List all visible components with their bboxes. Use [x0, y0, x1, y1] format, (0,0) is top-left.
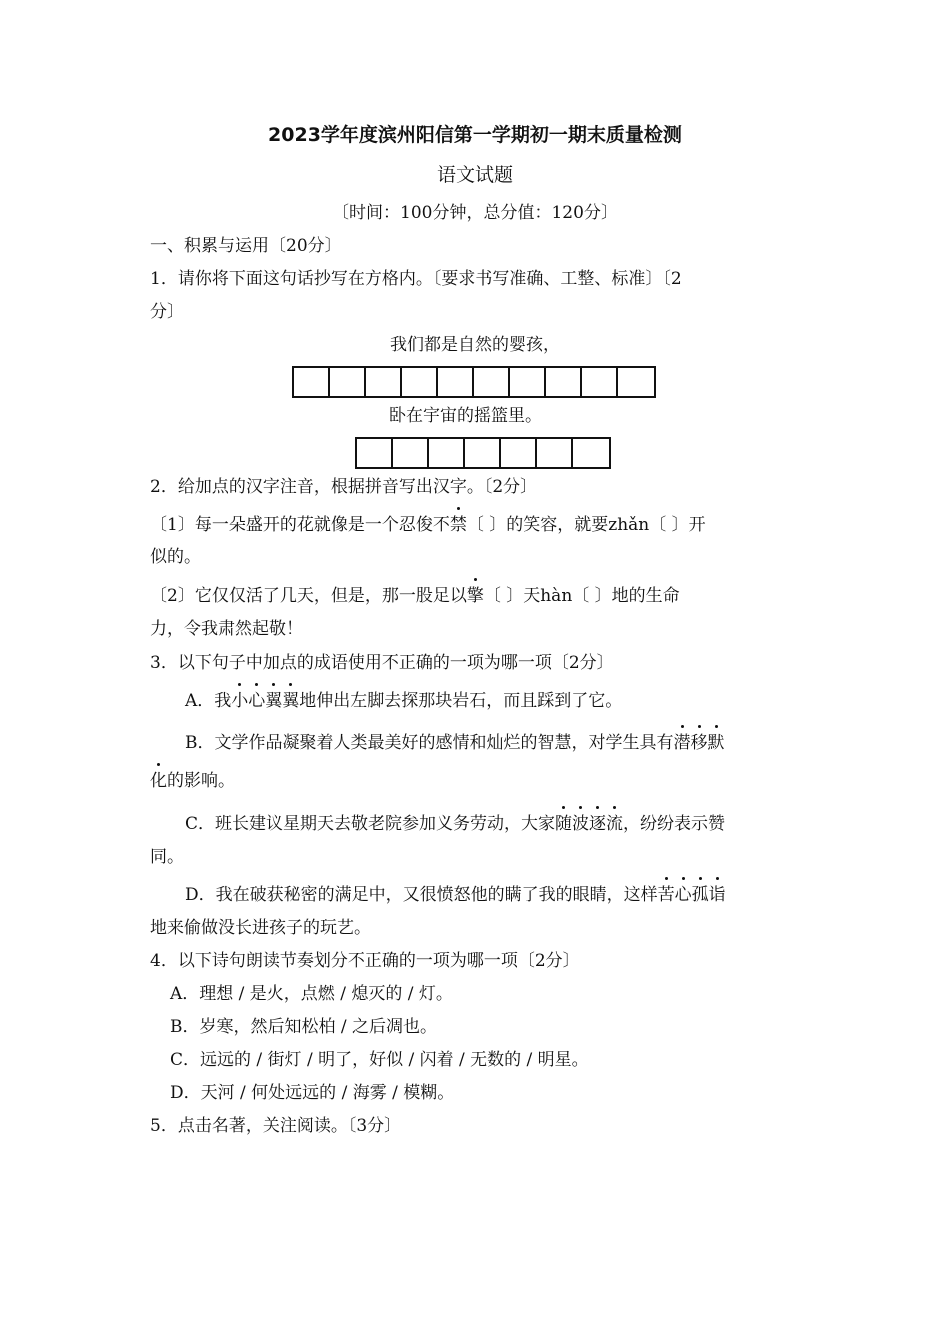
dotted-char: 诣	[708, 885, 726, 905]
q2-item2-text-a: 〔2〕它仅仅活了几天，但是，那一股足以	[150, 586, 467, 606]
q5-stem: 5．点击名著，关注阅读。〔3分〕	[150, 1116, 402, 1136]
grid-cell	[330, 368, 366, 396]
q2-item2-cont: 力，令我肃然起敬！	[150, 619, 303, 639]
q4-stem: 4．以下诗句朗读节奏划分不正确的一项为哪一项〔2分〕	[150, 951, 580, 971]
q3-stem: 3．以下句子中加点的成语使用不正确的一项为哪一项〔2分〕	[150, 653, 614, 673]
q3-option-b-cont	[150, 769, 235, 793]
grid-cell	[465, 439, 501, 467]
q1-stem-line2: 分〕	[150, 302, 184, 322]
dotted-char: 翼	[282, 691, 300, 711]
q2-item1-text-a: 〔1〕每一朵盛开的花就像是一个忍俊不	[150, 515, 450, 535]
writing-grid-2	[355, 437, 611, 469]
dotted-char: 波	[572, 814, 590, 834]
grid-cell	[402, 368, 438, 396]
q2-item1-text-b: 〔 〕的笑容，就要zhǎn〔 〕开	[466, 515, 706, 535]
q4-option-c: C．远远的 / 街灯 / 明了，好似 / 闪着 / 无数的 / 明星。	[170, 1050, 589, 1070]
grid-cell	[438, 368, 474, 396]
grid-cell	[573, 439, 609, 467]
q2-item2-text-b: 〔 〕天hàn〔 〕地的生命	[483, 586, 680, 606]
q3-c-pre: C．班长建议星期天去敬老院参加义务劳动，大家	[185, 814, 556, 834]
q3-b-post: 的影响。	[167, 771, 235, 791]
q2-item1	[150, 513, 706, 537]
q3-option-c	[185, 812, 725, 836]
dotted-char: 小	[231, 691, 249, 711]
dotted-char: 孤	[691, 885, 709, 905]
q3-b-dotted	[674, 733, 725, 753]
q3-b-dotted-2: 化	[150, 771, 167, 791]
dotted-char: 逐	[589, 814, 607, 834]
grid-cell	[537, 439, 573, 467]
q2-item2	[150, 584, 680, 608]
q3-d-dotted	[658, 885, 726, 905]
q3-b-pre: B．文学作品凝聚着人类最美好的感情和灿烂的智慧，对学生具有	[185, 733, 674, 753]
exam-info: 〔时间：100分钟，总分值：120分〕	[332, 203, 618, 223]
q1-sentence1: 我们都是自然的婴孩，	[390, 335, 560, 355]
q2-item1-dotted-char: 禁	[449, 515, 467, 535]
dotted-char: 移	[690, 733, 708, 753]
section-heading: 一、积累与运用〔20分〕	[150, 236, 342, 256]
grid-cell	[618, 368, 654, 396]
dotted-char: 翼	[265, 691, 283, 711]
q3-c-dotted	[555, 814, 623, 834]
q3-a-pre: A．我	[185, 691, 232, 711]
grid-cell	[510, 368, 546, 396]
grid-cell	[429, 439, 465, 467]
q1-stem-line1: 1．请你将下面这句话抄写在方格内。〔要求书写准确、工整、标准〕〔2	[150, 269, 682, 289]
q4-option-b: B．岁寒，然后知松柏 / 之后凋也。	[170, 1017, 438, 1037]
q3-option-d-cont: 地来偷做没长进孩子的玩艺。	[150, 918, 371, 938]
dotted-char: 流	[606, 814, 624, 834]
grid-cell	[582, 368, 618, 396]
q3-option-c-cont: 同。	[150, 847, 184, 867]
q3-option-d	[185, 883, 726, 907]
grid-cell	[501, 439, 537, 467]
q3-c-post: ，纷纷表示赞	[623, 814, 726, 834]
q3-option-a	[185, 689, 622, 713]
writing-grid-1	[292, 366, 656, 398]
grid-cell	[474, 368, 510, 396]
q2-item1-cont: 似的。	[150, 547, 201, 567]
dotted-char: 默	[707, 733, 725, 753]
grid-cell	[366, 368, 402, 396]
exam-subject: 语文试题	[436, 164, 513, 186]
grid-cell	[357, 439, 393, 467]
dotted-char: 潜	[673, 733, 691, 753]
grid-cell	[294, 368, 330, 396]
dotted-char: 随	[555, 814, 573, 834]
q3-option-b	[185, 731, 725, 755]
q1-sentence2: 卧在宇宙的摇篮里。	[389, 406, 542, 426]
dotted-char: 心	[674, 885, 692, 905]
q3-a-post: 地伸出左脚去探那块岩石，而且踩到了它。	[299, 691, 623, 711]
dotted-char: 心	[248, 691, 266, 711]
q2-stem: 2．给加点的汉字注音，根据拼音写出汉字。〔2分〕	[150, 477, 538, 497]
exam-title: 2023学年度滨州阳信第一学期初一期末质量检测	[268, 124, 682, 146]
dotted-char: 苦	[657, 885, 675, 905]
grid-cell	[393, 439, 429, 467]
q4-option-d: D．天河 / 何处远远的 / 海雾 / 模糊。	[170, 1083, 455, 1103]
grid-cell	[546, 368, 582, 396]
q3-a-dotted	[231, 691, 299, 711]
q4-option-a: A．理想 / 是火，点燃 / 熄灭的 / 灯。	[170, 984, 453, 1004]
q3-d-pre: D．我在破获秘密的满足中，又很愤怒他的瞒了我的眼睛，这样	[185, 885, 658, 905]
q2-item2-dotted-char: 擎	[466, 586, 484, 606]
